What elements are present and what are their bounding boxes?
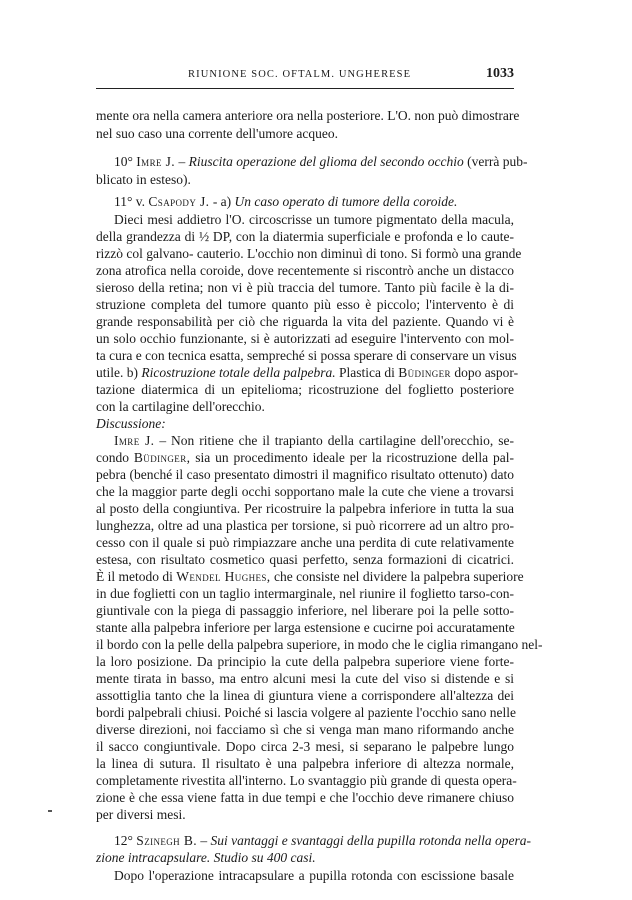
text-line: nel suo caso una corrente dell'umore acqueo. [96, 126, 338, 141]
text-line: mente ora nella camera anteriore ora nella posteriore. L'O. non può dimostrare [96, 108, 520, 123]
text-line: sieroso della retina; non vi è più traccia del tumore. Tanto più facile è la di- [96, 280, 514, 295]
text-line: grande responsabilità per ciò che riguarda la vita del paziente. Quando vi è [96, 314, 514, 329]
item-number: 10° [114, 154, 133, 169]
paper-title: zione intracapsulare. Studio su 400 casi. [96, 850, 316, 865]
text-span: (verrà pub- [467, 154, 528, 169]
text-line: giuntivale con la piega di passaggio inferiore, nel liberare poi la pelle sotto- [96, 603, 514, 618]
text-line: estesa, con risultato cosmetico quasi perfetto, senza formazioni di cicatrici. [96, 552, 514, 567]
text-span: che consiste nel dividere la palpebra superiore [273, 569, 524, 584]
text-line: il sacco congiuntivale. Dopo circa 2-3 mesi, si separano le palpebre lungo [96, 739, 514, 754]
text-span: È il metodo di [96, 569, 173, 584]
text-line: al posto della congiuntiva. Per ricostruire la palpebra inferiore in tutta la sua [96, 501, 514, 516]
text-line: in due foglietti con un taglio intermarginale, nel riunire il foglietto tarso-con- [96, 586, 514, 601]
text-line [96, 449, 514, 466]
author-name: Imre J. [114, 433, 155, 448]
text-span: condo [96, 450, 129, 465]
running-header [96, 66, 514, 89]
text-line: lunghezza, oltre ad una plastica per torsione, si può ricorrere ad un altro pro- [96, 518, 514, 533]
item-12-heading [114, 832, 532, 849]
text-line [96, 568, 524, 585]
author-name: Büdinger, [133, 450, 191, 465]
text-line: il bordo con la pelle della palpebra superiore, in modo che le ciglia rimangano nel- [96, 637, 543, 652]
text-line [96, 364, 519, 381]
item-10-heading [114, 153, 528, 170]
text-line: ta cura e con tecnica esatta, sempreché si possa sperare di conservare un visus [96, 348, 517, 363]
author-name: Csapody J. [148, 194, 210, 209]
item-number: 11° [114, 194, 133, 209]
author-name: Büdinger [398, 365, 451, 380]
text-line: struzione completa del tumore quanto più esso è piccolo; l'intervento è di [96, 297, 514, 312]
author-name: Szinegh B. [136, 833, 198, 848]
paper-title: Riuscita operazione del glioma del secondo occhio [188, 154, 464, 169]
text-line: della grandezza di ½ DP, con la diatermia superficiale e profonda e lo caute- [96, 229, 514, 244]
text-line: bordi palpebrali chiusi. Poiché si lascia volgere al paziente l'occhio sano nelle [96, 705, 517, 720]
paper-title: Un caso operato di tumore della coroide. [234, 194, 458, 209]
text-line: diverse direzioni, noi facciamo sì che si venga man mano riformando anche [96, 722, 514, 737]
text-line: blicato in esteso). [96, 172, 191, 187]
text-line: la loro posizione. Da principio la cute della palpebra superiore viene forte- [96, 654, 514, 669]
text-span: Plastica di [338, 365, 395, 380]
page-number: 1033 [486, 66, 514, 81]
text-span: - a) [212, 194, 232, 209]
text-span: sia un procedimento ideale per la ricostruzione della pal- [195, 450, 515, 465]
text-line: rizzò col galvano- cauterio. L'occhio non diminuì di tono. Si formò una grande [96, 246, 522, 261]
dash: – [178, 154, 186, 169]
text-line: stante alla palpebra inferiore per larga estensione e cucirne poi accuratamente [96, 620, 515, 635]
text-line: pebra (benché il caso presentato dimostri il magnifico risultato ottenuto) dato [96, 467, 514, 482]
text-line: che la maggior parte degli occhi sopportano male la cute che viene a trovarsi [96, 484, 514, 499]
text-line: la linea di sutura. Il risultato è una palpebra inferiore di altezza normale, [96, 756, 514, 771]
text-span: dopo aspor- [454, 365, 519, 380]
text-span: utile. b) [96, 365, 138, 380]
text-line: cesso con il quale si può rimpiazzare anche una perdita di cute relativamente [96, 535, 514, 550]
text-line: zione è che essa viene fatta in due tempi e che l'occhio deve rimanere chiuso [96, 790, 514, 805]
text-line: un solo occhio funzionante, si è autorizzati ad eseguire l'intervento con mol- [96, 331, 514, 346]
paper-title: Ricostruzione totale della palpebra. [141, 365, 336, 380]
text-line [114, 432, 514, 449]
text-line: tazione diatermica di un epitelioma; ricostruzione del foglietto posteriore [96, 382, 514, 397]
item-number: 12° [114, 833, 133, 848]
running-head: RIUNIONE SOC. OFTALM. UNGHERESE [188, 69, 412, 80]
author-name: Imre J. [136, 154, 176, 169]
text-line: con la cartilagine dell'orecchio. [96, 399, 265, 414]
text-line: Dieci mesi addietro l'O. circoscrisse un tumore pigmentato della macula, [114, 212, 514, 227]
margin-mark [48, 810, 52, 812]
text-line: zona atrofica nella coroide, dove recentemente si riscontrò anche un distacco [96, 263, 514, 278]
item-11-heading [114, 193, 514, 210]
dash: – [200, 833, 208, 848]
text-span: – Non ritiene che il trapianto della cartilagine dell'orecchio, se- [159, 433, 514, 448]
paper-title: Sui vantaggi e svantaggi della pupilla rotonda nella opera- [210, 833, 532, 848]
text-line: Dopo l'operazione intracapsulare a pupilla rotonda con escissione basale [114, 868, 514, 883]
author-prefix: v. [135, 194, 146, 209]
text-line: per diversi mesi. [96, 807, 186, 822]
text-line: assottiglia tanto che la linea di giuntura viene a corrispondere all'altezza dei [96, 688, 514, 703]
text-line: completamente rivestita all'interno. Lo svantaggio più grande di questa opera- [96, 773, 517, 788]
discussion-label: Discussione: [96, 416, 166, 431]
author-name: Wendel Hughes, [176, 569, 271, 584]
text-line: mente tirata in basso, ma entro alcuni mesi la cute del viso si distende e si [96, 671, 514, 686]
